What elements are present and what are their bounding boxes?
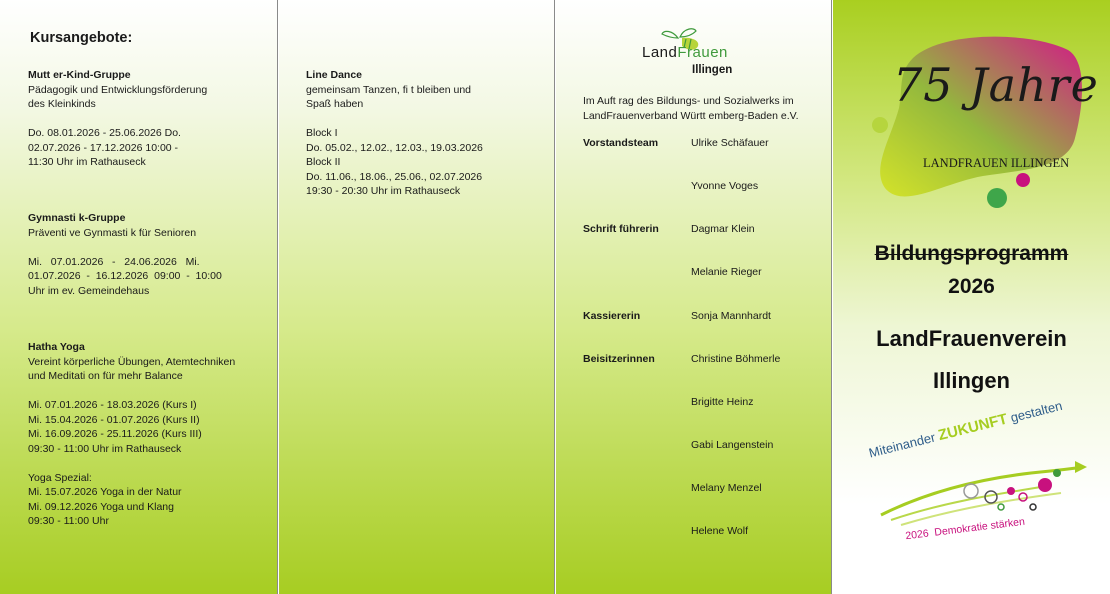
course-line: Präventi ve Gynmasti k für Senioren <box>28 226 197 239</box>
jubilee-logo <box>863 28 1099 218</box>
board-member: Dagmar Klein <box>691 223 755 235</box>
fold-divider <box>554 0 555 594</box>
course-line: gemeinsam Tanzen, fi t bleiben und <box>306 83 471 96</box>
intro-line: LandFrauenverband Württ emberg-Baden e.V. <box>583 109 799 122</box>
course-title: Mutt er-Kind-Gruppe <box>28 69 131 81</box>
jubilee-blob-icon <box>863 28 1093 218</box>
course-line: Mi. 07.01.2026 - 18.03.2026 (Kurs I) <box>28 399 197 411</box>
org-name: LandFrauenverein <box>876 326 1067 351</box>
course-title: Gymnasti k-Gruppe <box>28 212 126 224</box>
motto-part: Miteinander <box>867 429 937 461</box>
course-line: 09:30 - 11:00 Uhr im Rathauseck <box>28 442 182 455</box>
course-gymnastics <box>28 211 263 298</box>
course-title: Hatha Yoga <box>28 341 85 353</box>
course-line: Block II <box>306 156 341 168</box>
intro-text <box>583 94 823 123</box>
course-line: 11:30 Uhr im Rathauseck <box>28 156 146 168</box>
role-label: Kassiererin <box>583 310 641 322</box>
program-year: 2026 <box>948 275 995 298</box>
motto-bottom-text: 2026 Demokratie stärken <box>904 515 1026 543</box>
board-member: Christine Böhmerle <box>691 353 781 365</box>
course-line: Mi. 15.04.2026 - 01.07.2026 (Kurs II) <box>28 413 200 426</box>
course-line: Vereint körperliche Übungen, Atemtechniken <box>28 355 236 368</box>
course-line: Do. 08.01.2026 - 25.06.2026 Do. <box>28 127 181 139</box>
board-member: Helene Wolf <box>691 525 749 537</box>
logo-frauen-text: Frauen <box>677 44 728 61</box>
course-line: Pädagogik und Entwicklungsförderung <box>28 83 208 96</box>
panel-courses-middle <box>279 0 554 594</box>
program-title: Bildungsprogramm <box>874 242 1069 265</box>
board-member: Gabi Langenstein <box>691 439 774 451</box>
board-member: Melanie Rieger <box>691 266 762 278</box>
course-line: Mi. 16.09.2026 - 25.11.2026 (Kurs III) <box>28 428 202 440</box>
course-line: Do. 11.06., 18.06., 25.06., 02.07.2026 <box>306 170 483 183</box>
course-line: Yoga Spezial: <box>28 471 92 484</box>
role-label: Vorstandsteam <box>583 137 659 149</box>
logo-subtitle: Illingen <box>692 64 733 76</box>
course-hatha-yoga <box>28 340 263 529</box>
course-line: Mi. 15.07.2026 Yoga in der Natur <box>28 486 182 498</box>
fold-divider <box>831 0 832 594</box>
panel-board <box>556 0 831 594</box>
course-line: Spaß haben <box>306 98 364 110</box>
role-label: Beisitzerinnen <box>583 353 655 365</box>
board-member: Yvonne Voges <box>691 180 759 192</box>
panel-courses-left <box>0 0 277 594</box>
course-line: 01.07.2026 - 16.12.2026 09:00 - 10:00 <box>28 270 222 282</box>
intro-line: Im Auft rag des Bildungs- und Sozialwerks im <box>583 95 794 107</box>
course-mother-child <box>28 68 263 170</box>
course-line: Uhr im ev. Gemeindehaus <box>28 284 150 297</box>
jubilee-text: 75 Jahre <box>893 58 1099 112</box>
course-line: Do. 05.02., 12.02., 12.03., 19.03.2026 <box>306 141 483 154</box>
board-member: Sonja Mannhardt <box>691 310 771 322</box>
org-location: Illingen <box>933 368 1010 393</box>
course-line: 02.07.2026 - 17.12.2026 10:00 - <box>28 141 179 154</box>
panel-cover <box>833 0 1110 594</box>
course-title: Line Dance <box>306 69 363 81</box>
motto-logo <box>861 397 1091 565</box>
role-label: Schrift führerin <box>583 223 659 235</box>
course-line: des Kleinkinds <box>28 98 96 110</box>
course-line-dance <box>306 68 546 199</box>
course-line: Block I <box>306 127 338 139</box>
board-member: Ulrike Schäfauer <box>691 137 769 149</box>
board-member: Melany Menzel <box>691 482 762 494</box>
course-line: 19:30 - 20:30 Uhr im Rathauseck <box>306 185 461 197</box>
courses-heading: Kursangebote: <box>30 30 133 46</box>
landfrauen-logo <box>638 24 748 80</box>
course-line: 09:30 - 11:00 Uhr <box>28 515 109 527</box>
motto-part-highlight: ZUKUNFT <box>936 410 1010 445</box>
board-member: Brigitte Heinz <box>691 396 754 408</box>
fold-divider <box>277 0 278 594</box>
course-line: Mi. 09.12.2026 Yoga und Klang <box>28 500 174 513</box>
jubilee-subtitle: LANDFRAUEN ILLINGEN <box>923 156 1070 170</box>
course-line: und Meditati on für mehr Balance <box>28 370 183 382</box>
logo-land-text: Land <box>642 44 678 61</box>
course-line: Mi. 07.01.2026 - 24.06.2026 Mi. <box>28 255 200 268</box>
motto-part: gestalten <box>1008 397 1064 426</box>
